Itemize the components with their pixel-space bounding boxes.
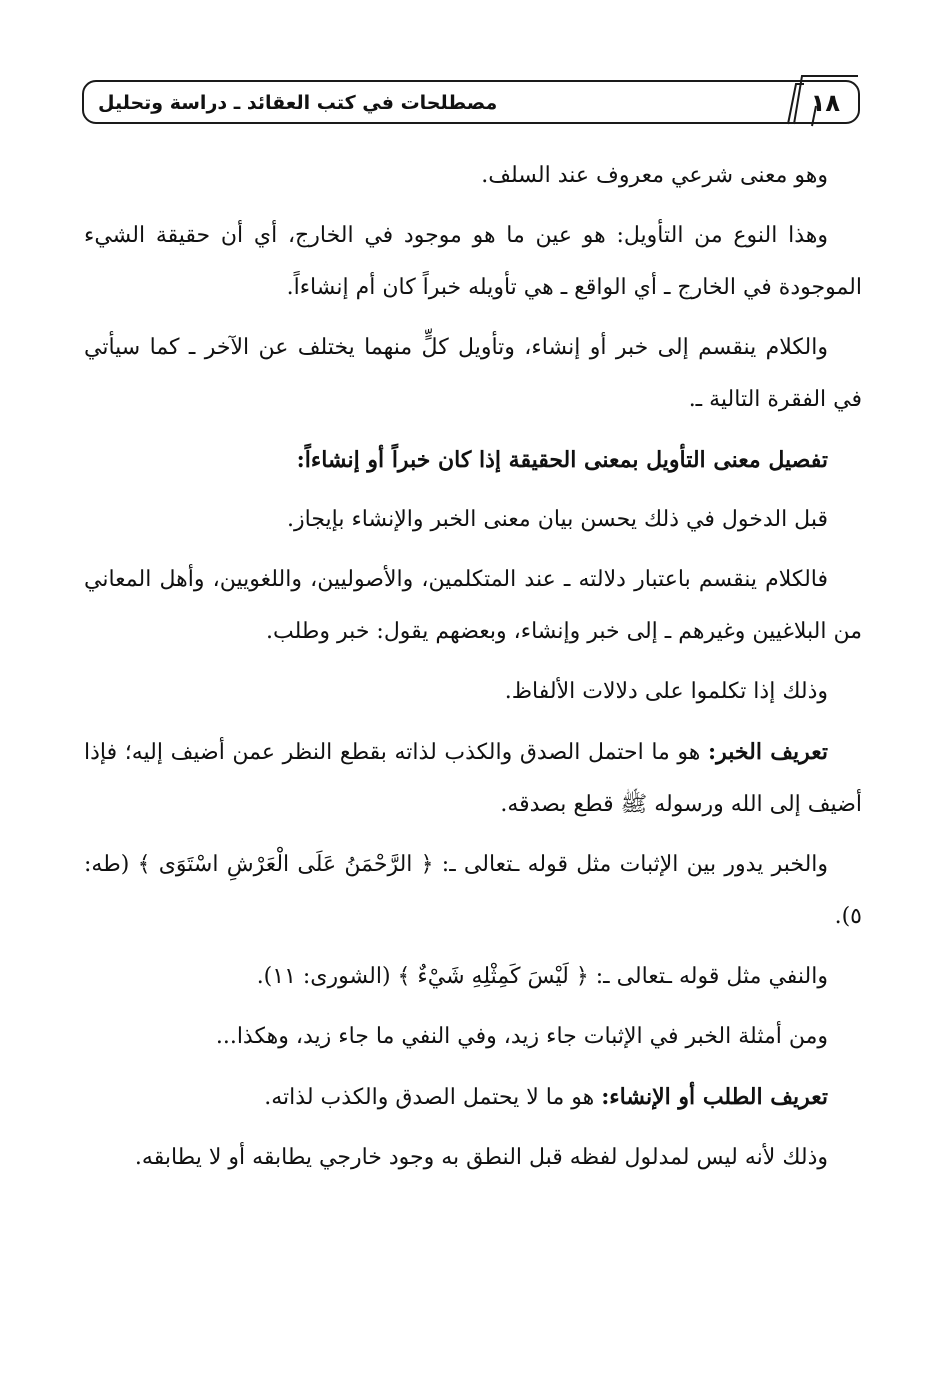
quran-example-paragraph xyxy=(84,951,862,1003)
page-number: ١٨ xyxy=(810,89,840,117)
quran-verse: ﴿ لَيْسَ كَمِثْلِهِ شَيْءٌ ﴾ xyxy=(397,964,589,989)
page-number-tab xyxy=(766,72,862,128)
paragraph: وذلك لأنه ليس لمدلول لفظه قبل النطق به وجود خارجي يطابقه أو لا يطابقه. xyxy=(134,1145,828,1170)
definition-text: هو ما احتمل الصدق والكذب لذاته بقطع النظر عمن أضيف إليه؛ فإذا أضيف إلى الله ورسوله ﷺ قطع بصدقه. xyxy=(84,740,862,817)
paragraph: وذلك إذا تكلموا على دلالات الألفاظ. xyxy=(504,679,828,704)
paragraph: والكلام ينقسم إلى خبر أو إنشاء، وتأويل كلٍّ منهما يختلف عن الآخر ـ كما سيأتي في الفقرة التالية ـ. xyxy=(84,335,862,412)
verse-citation: (طه: ٥). xyxy=(84,852,862,929)
paragraph: ومن أمثلة الخبر في الإثبات جاء زيد، وفي النفي ما جاء زيد، وهكذا... xyxy=(215,1024,828,1049)
definition-term: تعريف الخبر: xyxy=(708,739,828,765)
paragraph: فالكلام ينقسم باعتبار دلالته ـ عند المتكلمين، والأصوليين، واللغويين، وأهل المعاني من البلاغيين وغيرهم ـ إلى خبر وإنشاء، وبعضهم يقول: خبر وطلب. xyxy=(84,567,862,644)
definition-text: هو ما لا يحتمل الصدق والكذب لذاته. xyxy=(264,1085,602,1110)
paragraph: قبل الدخول في ذلك يحسن بيان معنى الخبر والإنشاء بإيجاز. xyxy=(287,507,828,532)
page-body xyxy=(84,150,862,1192)
paragraph-text: والنفي مثل قوله ـتعالى ـ: xyxy=(588,964,828,989)
quran-example-paragraph xyxy=(84,839,862,943)
quran-verse: ﴿ الرَّحْمَنُ عَلَى الْعَرْشِ اسْتَوَى ﴾ xyxy=(137,852,434,877)
definition-paragraph xyxy=(84,1071,862,1124)
section-heading: تفصيل معنى التأويل بمعنى الحقيقة إذا كان خبراً أو إنشاءاً: xyxy=(296,447,828,473)
paragraph: وهو معنى شرعي معروف عند السلف. xyxy=(481,163,828,188)
verse-citation: (الشورى: ١١). xyxy=(256,964,398,989)
definition-term: تعريف الطلب أو الإنشاء: xyxy=(601,1084,828,1110)
running-header xyxy=(82,72,862,128)
paragraph: وهذا النوع من التأويل: هو عين ما هو موجود في الخارج، أي أن حقيقة الشيء الموجودة في الخارج ـ أي الواقع ـ هي تأويله خبراً كان أم إنشاءاً. xyxy=(84,223,862,300)
book-title: مصطلحات في كتب العقائد ـ دراسة وتحليل xyxy=(98,92,498,114)
definition-paragraph xyxy=(84,726,862,831)
paragraph-text: والخبر يدور بين الإثبات مثل قوله ـتعالى ـ: xyxy=(433,852,829,877)
